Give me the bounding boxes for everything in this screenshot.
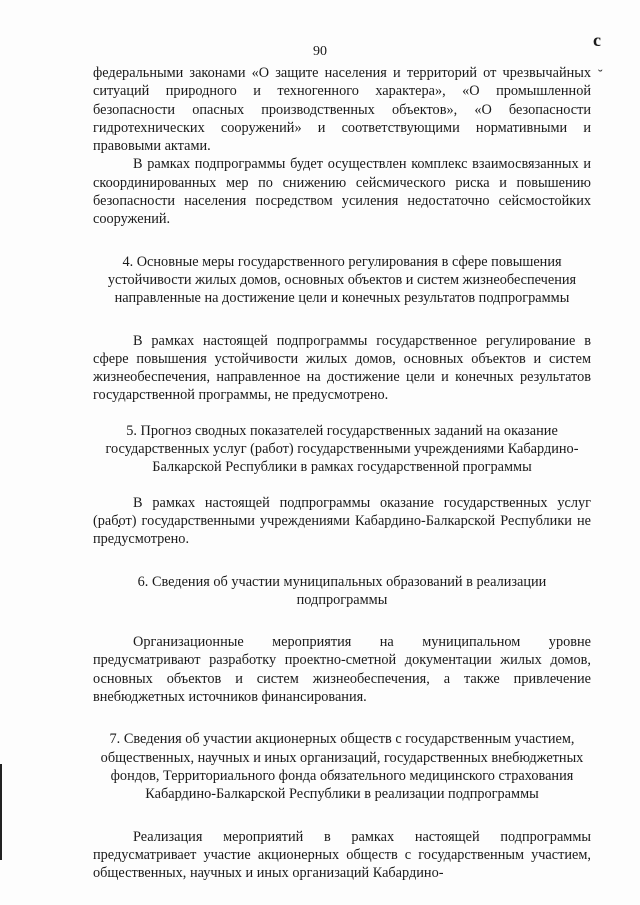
intro-paragraph-2: В рамках подпрограммы будет осуществлен комплекс взаимосвязанных и скоординированных мер по снижению сейсмического риска и повышению безопасности населения посредством усиления недостаточно сейсмостойких сооружений. (93, 156, 591, 228)
section-6-text: Организационные мероприятия на муниципальном уровне предусматривают разработку проектно-сметной документации жилых домов, основных объектов и систем жизнеобеспечения, а также привлечение внебюджетных источников финансирования. (93, 634, 591, 706)
section-4-heading: 4. Основные меры государственного регулирования в сфере повышения устойчивости жилых домов, основных объектов и систем жизнеобеспечения направленные на достижение цели и конечных результатов подпрограммы (107, 253, 577, 307)
section-5-heading: 5. Прогноз сводных показателей государственных заданий на оказание государственных услуг (работ) государственными учреждениями Кабардино-Балкарской Республики в рамках государственной программы (105, 422, 579, 476)
section-4-text: В рамках настоящей подпрограммы государственное регулирование в сфере повышения устойчивости жилых домов, основных объектов и систем жизнеобеспечения, направленное на достижение цели и конечных результатов государственной программы, не предусмотрено. (93, 332, 591, 404)
intro-paragraph: федеральными законами «О защите населения и территорий от чрезвычайных ситуаций природного и техногенного характера», «О промышленной безопасности опасных производственных объектов», «О безопасности гидротехнических сооружений» и соответствующими нормативными и правовыми актами. (93, 65, 591, 155)
section-5-text: В рамках настоящей подпрограммы оказание государственных услуг (работ) государственными учреждениями Кабардино-Балкарской Республики не предусмотрено. (93, 494, 591, 548)
scan-edge (0, 764, 2, 860)
corner-mark: с (593, 30, 601, 50)
section-7-heading: 7. Сведения об участии акционерных обществ с государственным участием, общественных, научных и иных организаций, государственных внебюджетных фондов, Территориального фонда обязательного медицинского страхования Кабардино-Балкарской Республики в реализации подпрограммы (100, 731, 584, 803)
page-number: 90 (313, 44, 327, 59)
section-7-text: Реализация мероприятий в рамках настоящей подпрограммы предусматривает участие акционерных обществ с государственным участием, общественных, научных и иных организаций Кабардино- (93, 828, 591, 882)
section-6-heading: 6. Сведения об участии муниципальных образований в реализации подпрограммы (137, 573, 547, 608)
corner-mark-2: ˘ (598, 68, 603, 83)
document-body (93, 64, 591, 882)
